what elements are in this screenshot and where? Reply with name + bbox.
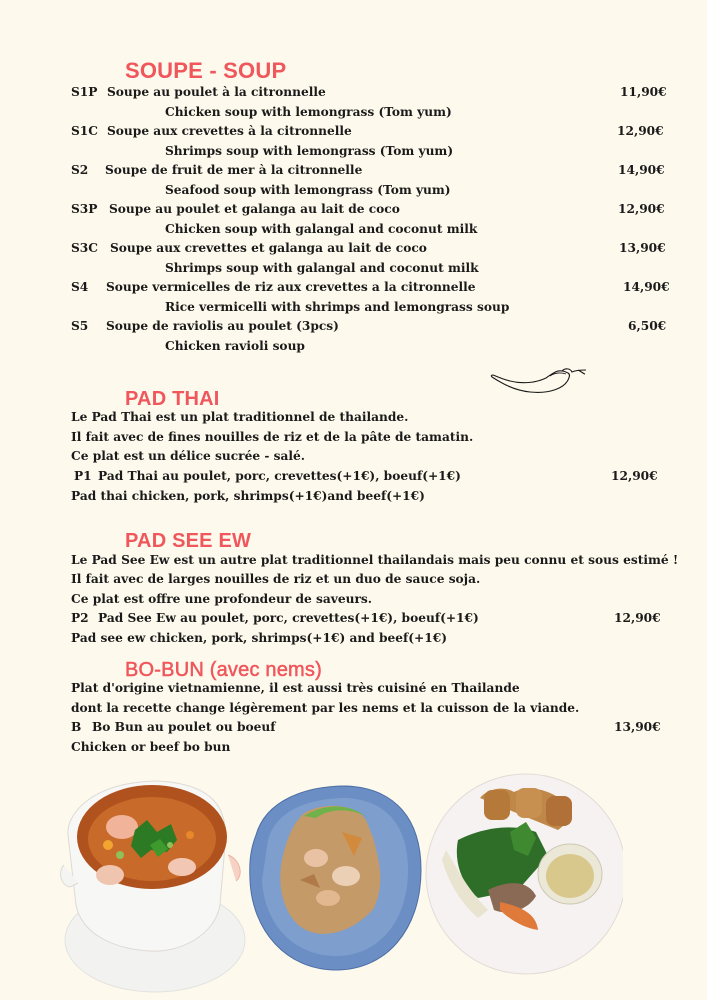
item-name-en: Seafood soup with lemongrass (Tom yum) [165, 183, 451, 197]
item-name-en: Chicken soup with galangal and coconut milk [165, 222, 478, 236]
menu-item-fr [71, 125, 352, 137]
item-price: 13,90€ [619, 241, 666, 255]
item-name-fr: Soupe aux crevettes à la citronnelle [107, 124, 352, 138]
item-price: 14,90€ [618, 163, 665, 177]
section-title-soup: SOUPE - SOUP [125, 58, 287, 83]
menu-item-fr [71, 721, 275, 733]
item-code: S4 [71, 280, 89, 294]
item-code: S2 [71, 163, 89, 177]
item-code: P1 [74, 469, 92, 483]
item-name-fr: Pad See Ew au poulet, porc, crevettes(+1€), boeuf(+1€) [98, 611, 479, 625]
item-name-en: Shrimps soup with galangal and coconut milk [165, 261, 479, 275]
item-name-en: Pad thai chicken, pork, shrimps(+1€)and beef(+1€) [71, 489, 425, 503]
menu-item-fr [74, 470, 461, 482]
item-name-en: Rice vermicelli with shrimps and lemongrass soup [165, 300, 510, 314]
item-price: 14,90€ [623, 280, 670, 294]
item-name-fr: Soupe au poulet à la citronnelle [107, 85, 326, 99]
menu-item-fr [71, 320, 339, 332]
menu-item-fr [71, 203, 400, 215]
item-name-fr: Soupe aux crevettes et galanga au lait de coco [110, 241, 427, 255]
description-line: Le Pad See Ew est un autre plat traditionnel thailandais mais peu connu et sous estimé ! [71, 553, 679, 567]
item-name-fr: Soupe de fruit de mer à la citronnelle [105, 163, 363, 177]
description-line: Ce plat est offre une profondeur de saveurs. [71, 592, 372, 606]
menu-item-fr [71, 612, 479, 624]
item-price: 12,90€ [614, 611, 661, 625]
menu-item-fr [71, 164, 362, 176]
item-name-fr: Soupe de raviolis au poulet (3pcs) [106, 319, 339, 333]
item-name-fr: Bo Bun au poulet ou boeuf [92, 720, 276, 734]
item-code: S3C [71, 241, 98, 255]
item-code: S5 [71, 319, 89, 333]
section-title-pad-see-ew: PAD SEE EW [125, 530, 252, 552]
item-name-fr: Soupe vermicelles de riz aux crevettes a la citronnelle [106, 280, 476, 294]
description-line: Il fait avec de larges nouilles de riz et un duo de sauce soja. [71, 572, 481, 586]
item-price: 13,90€ [614, 720, 661, 734]
item-price: 12,90€ [611, 469, 658, 483]
chili-pepper-icon [490, 368, 590, 408]
item-code: P2 [71, 611, 89, 625]
item-name-en: Shrimps soup with lemongrass (Tom yum) [165, 144, 454, 158]
description-line: dont la recette change légèrement par les nems et la cuisson de la viande. [71, 701, 580, 715]
section-title-bo-bun: BO-BUN (avec nems) [125, 659, 322, 681]
item-code: S1C [71, 124, 98, 138]
item-name-en: Chicken soup with lemongrass (Tom yum) [165, 105, 452, 119]
description-line: Le Pad Thai est un plat traditionnel de thailande. [71, 410, 409, 424]
menu-item-fr [71, 281, 476, 293]
bo-bun-photo [418, 770, 623, 980]
item-name-en: Chicken ravioli soup [165, 339, 305, 353]
item-code: B [71, 720, 82, 734]
pad-see-ew-photo [246, 780, 426, 980]
item-price: 12,90€ [618, 202, 665, 216]
description-line: Plat d'origine vietnamienne, il est aussi très cuisiné en Thailande [71, 681, 520, 695]
menu-item-fr [71, 242, 427, 254]
item-name-en: Pad see ew chicken, pork, shrimps(+1€) and beef(+1€) [71, 631, 447, 645]
item-code: S1P [71, 85, 98, 99]
description-line: Il fait avec de fines nouilles de riz et de la pâte de tamatin. [71, 430, 474, 444]
item-name-fr: Soupe au poulet et galanga au lait de coco [109, 202, 400, 216]
item-name-fr: Pad Thai au poulet, porc, crevettes(+1€), boeuf(+1€) [98, 469, 461, 483]
section-title-pad-thai: PAD THAI [125, 388, 220, 410]
item-price: 11,90€ [620, 85, 667, 99]
description-line: Ce plat est un délice sucrée - salé. [71, 449, 306, 463]
tom-yum-soup-photo [60, 775, 260, 995]
item-name-en: Chicken or beef bo bun [71, 740, 231, 754]
menu-item-fr [71, 86, 326, 98]
item-price: 12,90€ [617, 124, 664, 138]
item-code: S3P [71, 202, 98, 216]
item-price: 6,50€ [628, 319, 667, 333]
